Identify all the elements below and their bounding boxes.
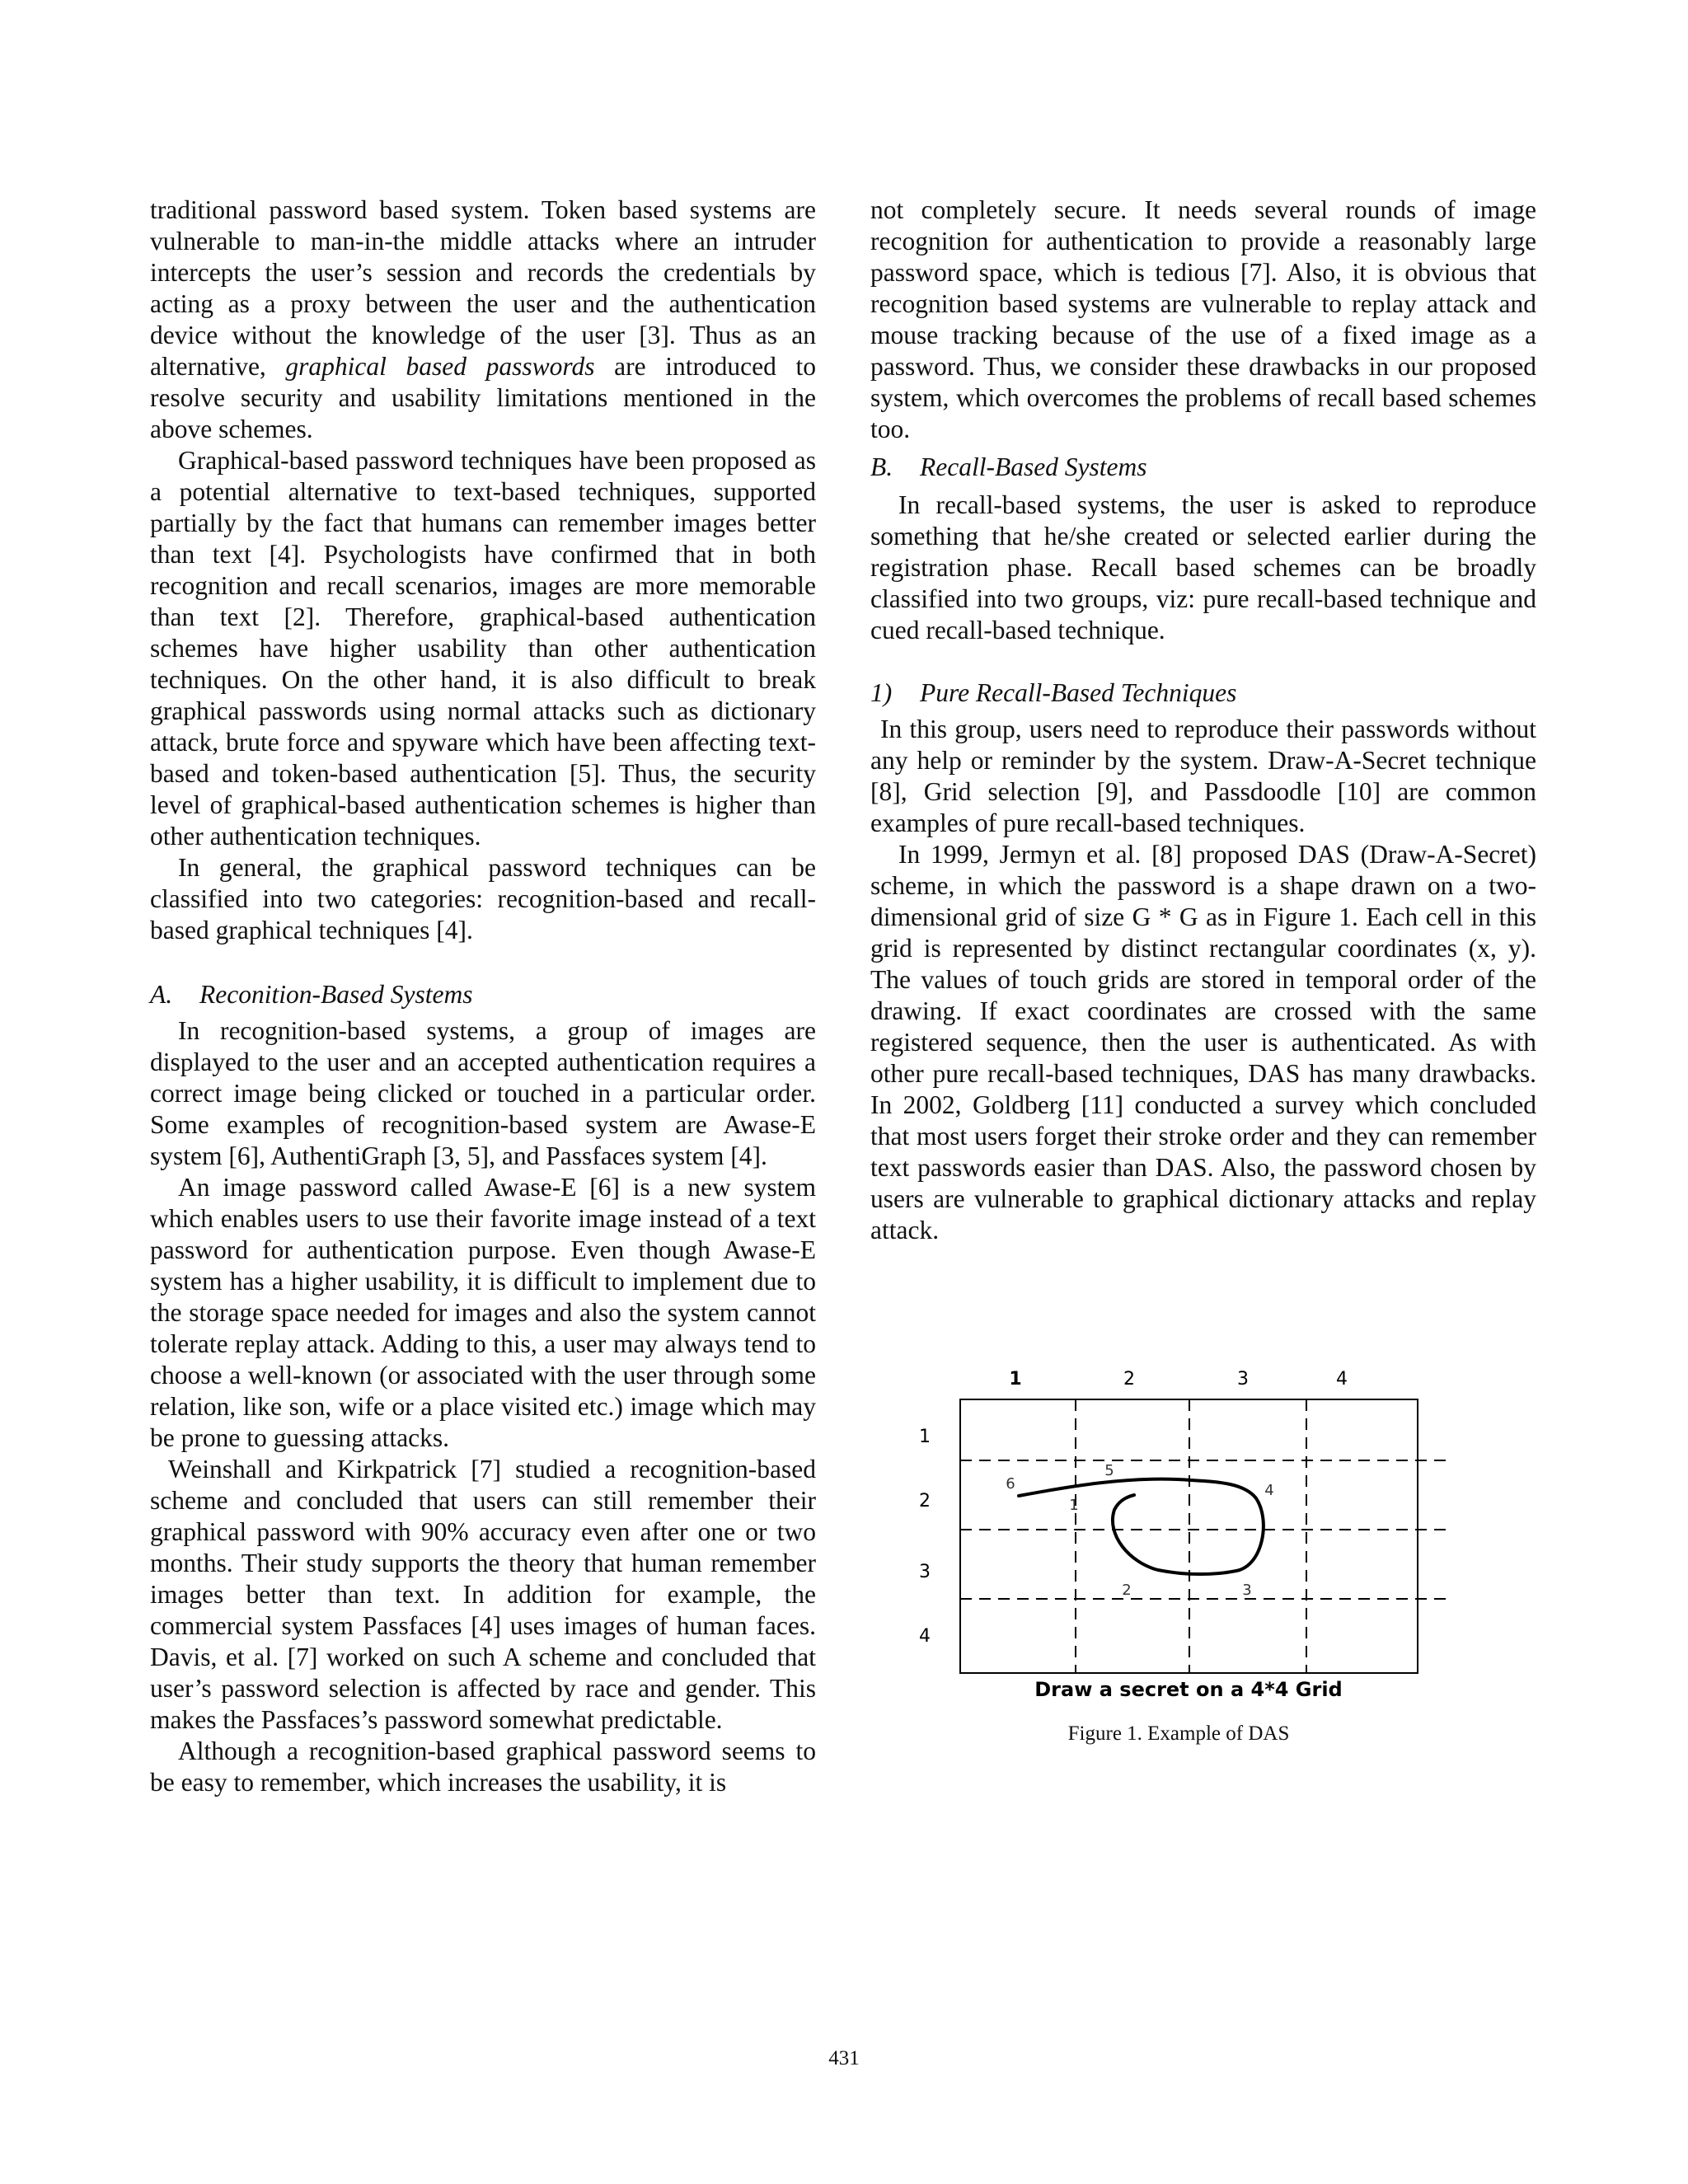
paragraph: In this group, users need to reproduce their passwords without any help or reminder by the system. Draw-A-Secret technique [8], Grid selection [9], and Passdoodle [10] are common examples of pure recall-based techniques.	[870, 715, 1536, 837]
section-heading-a: A. Reconition-Based Systems	[150, 980, 473, 1009]
grid-title: Draw a secret on a 4*4 Grid	[1034, 1678, 1343, 1701]
paragraph: not completely secure. It needs several rounds of image recognition for authentication to provide a reasonably large password space, which is tedious [7]. Also, it is obvious that recognition based systems are vulnerable to replay attack and mouse tracking because of the use of a fixed image as a password. Thus, we consider these drawbacks in our proposed system, which overcomes the problems of recall based schemes too.	[870, 195, 1536, 443]
left-column	[150, 194, 816, 1798]
column-label: 3	[1237, 1369, 1249, 1390]
secret-stroke	[1019, 1479, 1264, 1574]
section-heading-b: B. Recall-Based Systems	[870, 452, 1147, 481]
paragraph: An image password called Awase-E [6] is a new system which enables users to use their favorite image instead of a text password for authentication purpose. Even though Awase-E system has a higher usability, it is difficult to implement due to the storage space needed for images and also the system cannot tolerate replay attack. Adding to this, a user may always tend to choose a well-known (or associated with the user through some relation, like son, wife or a place visited etc.) image which may be prone to guessing attacks.	[150, 1173, 816, 1452]
column-label: 1	[1009, 1369, 1022, 1390]
paragraph: Although a recognition-based graphical password seems to be easy to remember, which increases the usability, it is	[150, 1736, 816, 1797]
row-label: 1	[919, 1427, 931, 1447]
stroke-label: 2	[1122, 1582, 1132, 1599]
paragraph: In recognition-based systems, a group of images are displayed to the user and an accepted authentication requires a correct image being clicked or touched in a particular order. Some examples of recognition-based system are Awase-E system [6], AuthentiGraph [3, 5], and Passfaces system [4].	[150, 1016, 816, 1170]
row-label: 2	[919, 1491, 931, 1511]
das-figure	[890, 1360, 1467, 1710]
page-number: 431	[828, 2047, 860, 2069]
stroke-label: 5	[1104, 1462, 1114, 1479]
stroke-label: 3	[1242, 1582, 1252, 1599]
column-label: 2	[1123, 1369, 1135, 1390]
stroke-label: 4	[1264, 1482, 1274, 1499]
stroke-label: 6	[1006, 1475, 1015, 1493]
das-grid-diagram	[890, 1360, 1467, 1706]
subsection-heading-1: 1) Pure Recall-Based Techniques	[870, 678, 1237, 707]
row-label: 3	[919, 1562, 931, 1582]
paragraph: Graphical-based password techniques have been proposed as a potential alternative to text-based techniques, supported partially by the fact that humans can remember images better than text [4]. Psychologists have confirmed that in both recognition and recall scenarios, images are more memorable than text [2]. Therefore, graphical-based authentication schemes have higher usability than other authentication techniques. On the other hand, it is also difficult to break graphical passwords using normal attacks such as dictionary attack, brute force and spyware which have been affecting text-based and token-based authentication [5]. Thus, the security level of graphical-based authentication schemes is higher than other authentication techniques.	[150, 446, 816, 851]
figure-caption: Figure 1. Example of DAS	[1067, 1722, 1290, 1745]
grid-lines	[960, 1399, 1451, 1673]
paragraph: In general, the graphical password techniques can be classified into two categories: recognition-based and recall-based graphical techniques [4].	[150, 853, 816, 944]
paragraph: traditional password based system. Token based systems are vulnerable to man-in-the middle attacks where an intruder intercepts the user’s session and records the credentials by acting as a proxy between the user and the authentication device without the knowledge of the user [3]. Thus as an alternative, graphical based passwords are introduced to resolve security and usability limitations mentioned in the above schemes.	[150, 195, 817, 443]
paragraph: Weinshall and Kirkpatrick [7] studied a recognition-based scheme and concluded that users can still remember their graphical password with 90% accuracy even after one or two months. Their study supports the theory that human remember images better than text. In addition for example, the commercial system Passfaces [4] uses images of human faces. Davis, et al. [7] worked on such A scheme and concluded that user’s password selection is affected by race and gender. This makes the Passfaces’s password somewhat predictable.	[150, 1455, 816, 1734]
paragraph: In recall-based systems, the user is asked to reproduce something that he/she created or selected earlier during the registration phase. Recall based schemes can be broadly classified into two groups, viz: pure recall-based technique and cued recall-based technique.	[870, 490, 1536, 644]
paragraph: In 1999, Jermyn et al. [8] proposed DAS (Draw-A-Secret) scheme, in which the password is a shape drawn on a two-dimensional grid of size G * G as in Figure 1. Each cell in this grid is represented by distinct rectangular coordinates (x, y). The values of touch grids are stored in temporal order of the drawing. If exact coordinates are crossed with the same registered sequence, then the user is authenticated. As with other pure recall-based techniques, DAS has many drawbacks. In 2002, Goldberg [11] conducted a survey which concluded that most users forget their stroke order and they can remember text passwords easier than DAS. Also, the password chosen by users are vulnerable to graphical dictionary attacks and replay attack.	[870, 840, 1536, 1244]
stroke-label: 1	[1069, 1497, 1079, 1514]
right-column	[870, 194, 1536, 1246]
row-label: 4	[919, 1626, 931, 1647]
column-label: 4	[1336, 1369, 1348, 1390]
